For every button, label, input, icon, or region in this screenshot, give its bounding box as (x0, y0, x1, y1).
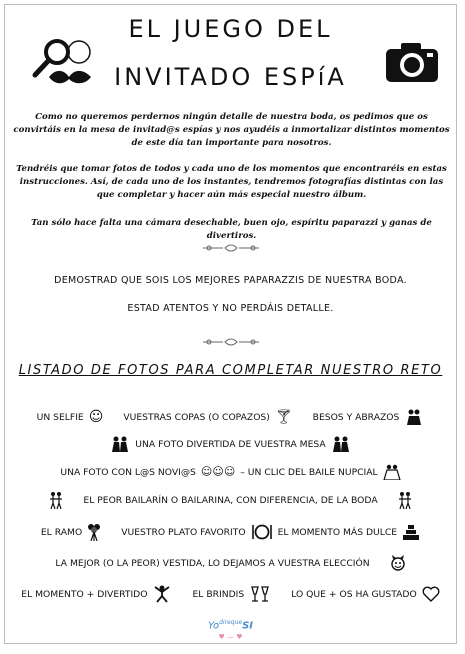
list-item: EL RAMO (40, 526, 83, 538)
callout-line-1: DEMOSTRAD QUE SOIS LOS MEJORES PAPARAZZIS DE NUESTRA BODA. (54, 275, 407, 286)
list-item: EL MOMENTO + DIVERTIDO (21, 588, 148, 600)
list-item: EL PEOR BAILARÍN O BAILARINA, CON DIFERENCIA, DE LA BODA (83, 494, 378, 506)
list-item: EL MOMENTO MÁS DULCE (277, 526, 398, 538)
devil-smiley-icon (390, 555, 406, 571)
title-line-2: INVITADO ESPíA (114, 63, 347, 91)
camera-icon (385, 41, 439, 83)
list-item: VUESTRAS COPAS (O COPAZOS) (123, 411, 270, 423)
cake-icon (402, 523, 420, 541)
champagne-toast-icon (249, 585, 271, 603)
invitation-page (4, 4, 457, 644)
list-row (5, 491, 456, 509)
list-item: UNA FOTO DIVERTIDA DE VUESTRA MESA (135, 438, 326, 450)
dancing-couple-icon (331, 436, 351, 452)
dancing-couple-icon (110, 436, 130, 452)
list-item: UNA FOTO CON L@S NOVI@S (60, 466, 196, 478)
bouquet-icon (87, 523, 101, 541)
callout-line-2: ESTAD ATENTOS Y NO PERDÁIS DETALLE. (127, 303, 334, 314)
list-item: – UN CLIC DEL BAILE NUPCIAL (240, 466, 378, 478)
list-item: LA MEJOR (O LA PEOR) VESTIDA, LO DEJAMOS A VUESTRA ELECCIÓN (55, 557, 370, 569)
brand-logo: $Yo^{direque}SI$ ♥ — ♥ (207, 619, 254, 642)
smiley-icon: ☺☺☺ (200, 465, 236, 478)
plate-cutlery-icon (251, 524, 273, 540)
list-row (5, 409, 456, 425)
list-item: VUESTRO PLATO FAVORITO (121, 526, 246, 538)
heart-outline-icon (422, 586, 440, 602)
ornament-divider (5, 337, 456, 350)
ornament-divider (5, 243, 456, 256)
hug-icon (404, 409, 424, 425)
list-item: UN SELFIE (36, 411, 84, 423)
list-row (5, 464, 456, 480)
smiley-icon: ☺ (88, 409, 104, 425)
intro-paragraph-2: Tendréis que tomar fotos de todos y cada uno de los momentos que encontraréis en estas instrucciones. Así, de cada uno de los instantes, tendremos fotografías distintas con las que completar y hacer aún más especial nuestro álbum. (16, 164, 447, 200)
intro-paragraph-1: Como no queremos perdernos ningún detalle de nuestra boda, os pedimos que os convirtáis en la mesa de invitad@s espías y nos ayudéis a inmortalizar distintos momentos de este día tan importante para nosotros. (13, 112, 450, 148)
list-row (5, 585, 456, 603)
intro-paragraph-3: Tan sólo hace falta una cámara desechable, buen ojo, espíritu paparazzi y ganas de divertiros. (31, 218, 432, 241)
list-item: BESOS Y ABRAZOS (312, 411, 400, 423)
list-row (5, 523, 456, 541)
list-item: EL BRINDIS (192, 588, 245, 600)
list-heading: LISTADO DE FOTOS PARA COMPLETAR NUESTRO RETO (18, 363, 443, 378)
dancing-couple-icon (383, 464, 401, 480)
list-item: LO QUE + OS HA GUSTADO (291, 588, 417, 600)
magnifier-mustache-icon (29, 35, 99, 89)
cocktail-glass-icon: 🍸︎ (274, 409, 293, 425)
list-row (5, 555, 456, 571)
dancing-couple-icon (398, 491, 412, 509)
list-row (5, 436, 456, 452)
title-line-1: EL JUEGO DEL (128, 15, 333, 43)
dancing-couple-icon (49, 491, 63, 509)
jumping-person-icon (152, 585, 172, 603)
